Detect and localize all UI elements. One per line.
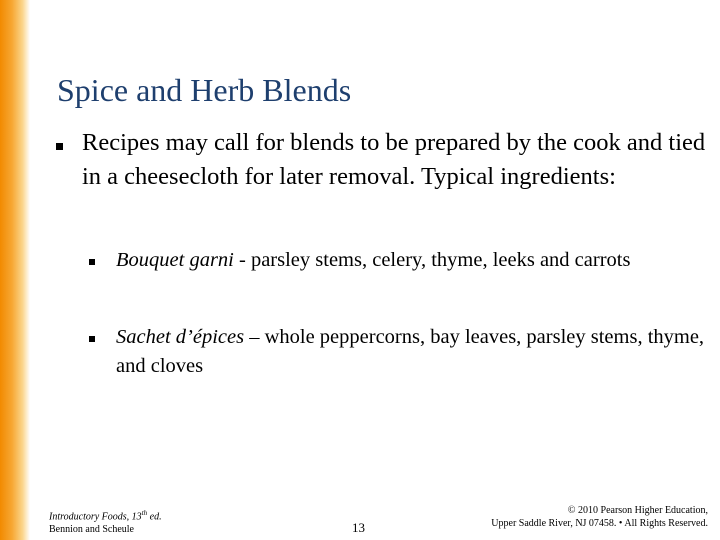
bullet-square-icon xyxy=(89,336,95,342)
orange-accent-bar xyxy=(0,0,30,540)
sub-bullet-sachet-depices xyxy=(116,323,706,381)
copyright-line-2: Upper Saddle River, NJ 07458. • All Rights Reserved. xyxy=(491,518,708,529)
bullet-square-icon xyxy=(56,143,63,150)
bullet-square-icon xyxy=(89,259,95,265)
page-number: 13 xyxy=(352,520,365,535)
slide-title: Spice and Herb Blends xyxy=(57,72,352,108)
sub-bullet-bouquet-garni xyxy=(116,246,706,275)
main-bullet-text: Recipes may call for blends to be prepared by the cook and tied in a cheesecloth for later removal. Typical ingredients: xyxy=(82,129,706,190)
sub-bullet-term: Bouquet garni xyxy=(116,249,234,271)
footer-book-title: Introductory Foods, 13th ed. xyxy=(49,509,162,523)
footer-copyright xyxy=(408,504,708,530)
sub-bullet-term: Sachet d’épices xyxy=(116,326,245,348)
sub-bullet-description: – whole peppercorns, bay leaves, parsley stems, thyme, and cloves xyxy=(116,326,705,377)
sub-bullet-description: - parsley stems, celery, thyme, leeks and carrots xyxy=(233,249,631,271)
footer-authors: Bennion and Scheule xyxy=(49,524,134,536)
footer-citation xyxy=(49,507,162,536)
copyright-line-1: © 2010 Pearson Higher Education, xyxy=(567,505,708,516)
